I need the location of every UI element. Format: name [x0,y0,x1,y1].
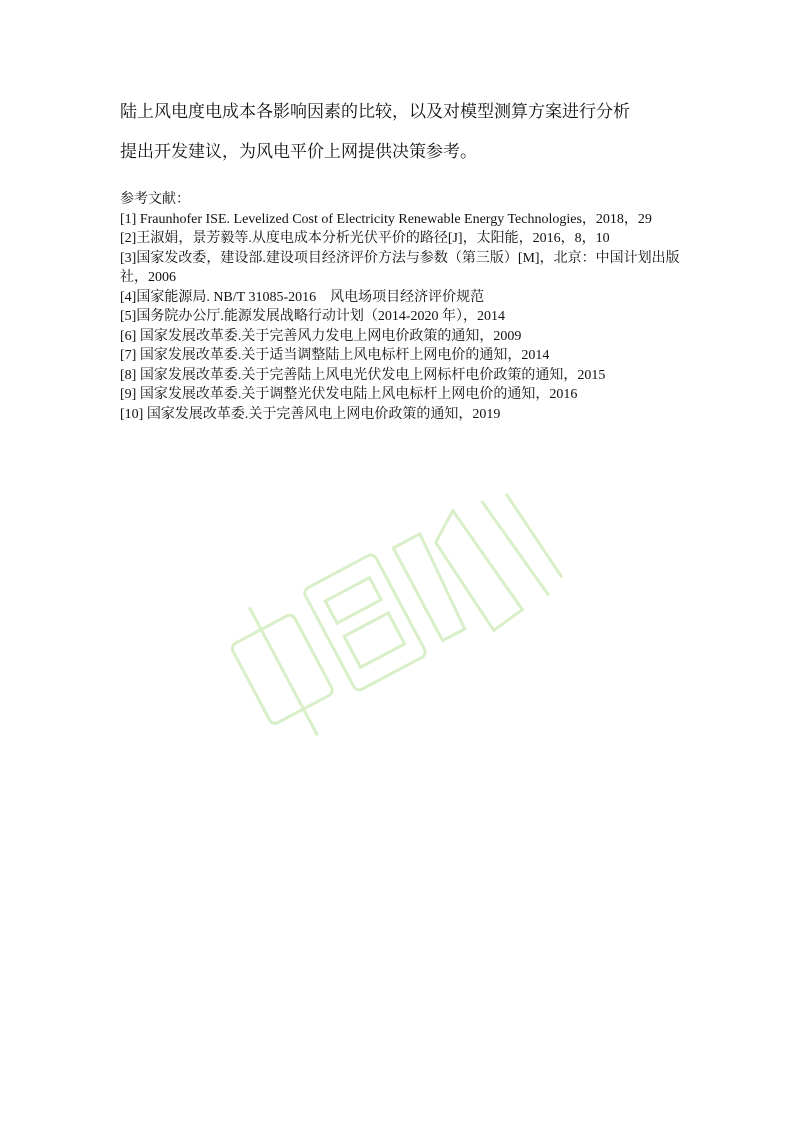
reference-item: [7] 国家发展改革委.关于适当调整陆上风电标杆上网电价的通知，2014 [120,348,550,363]
reference-item: [2]王淑娟，景芳毅等.从度电成本分析光伏平价的路径[J]，太阳能，2016，8，10 [120,231,610,246]
body-line: 提出开发建议，为风电平价上网提供决策参考。 [120,142,477,162]
reference-item: [3]国家发改委，建设部.建设项目经济评价方法与参数（第三版）[M]，北京：中国计划出版社，2006 [120,250,680,285]
reference-item: [8] 国家发展改革委.关于完善陆上风电光伏发电上网标杆电价政策的通知，2015 [120,367,606,383]
reference-item: [5]国务院办公厅.能源发展战略行动计划（2014-2020 年），2014 [120,309,505,324]
references-section [120,190,695,424]
reference-item: [6] 国家发展改革委.关于完善风力发电上网电价政策的通知，2009 [120,328,522,344]
references-list [120,210,695,425]
body-line: 陆上风电度电成本各影响因素的比较，以及对模型测算方案进行分析 [120,102,630,122]
references-heading: 参考文献： [120,192,190,207]
reference-item: [10] 国家发展改革委.关于完善风电上网电价政策的通知，2019 [120,406,501,422]
reference-item: [9] 国家发展改革委.关于调整光伏发电陆上风电标杆上网电价的通知，2016 [120,387,578,402]
watermark-logo-icon [195,470,595,760]
reference-item: [4]国家能源局. NB/T 31085-2016 风电场项目经济评价规范 [120,289,485,305]
reference-item: [1] Fraunhofer ISE. Levelized Cost of Electricity Renewable Energy Technologies，2018，29 [120,211,652,227]
body-paragraph [120,92,690,172]
